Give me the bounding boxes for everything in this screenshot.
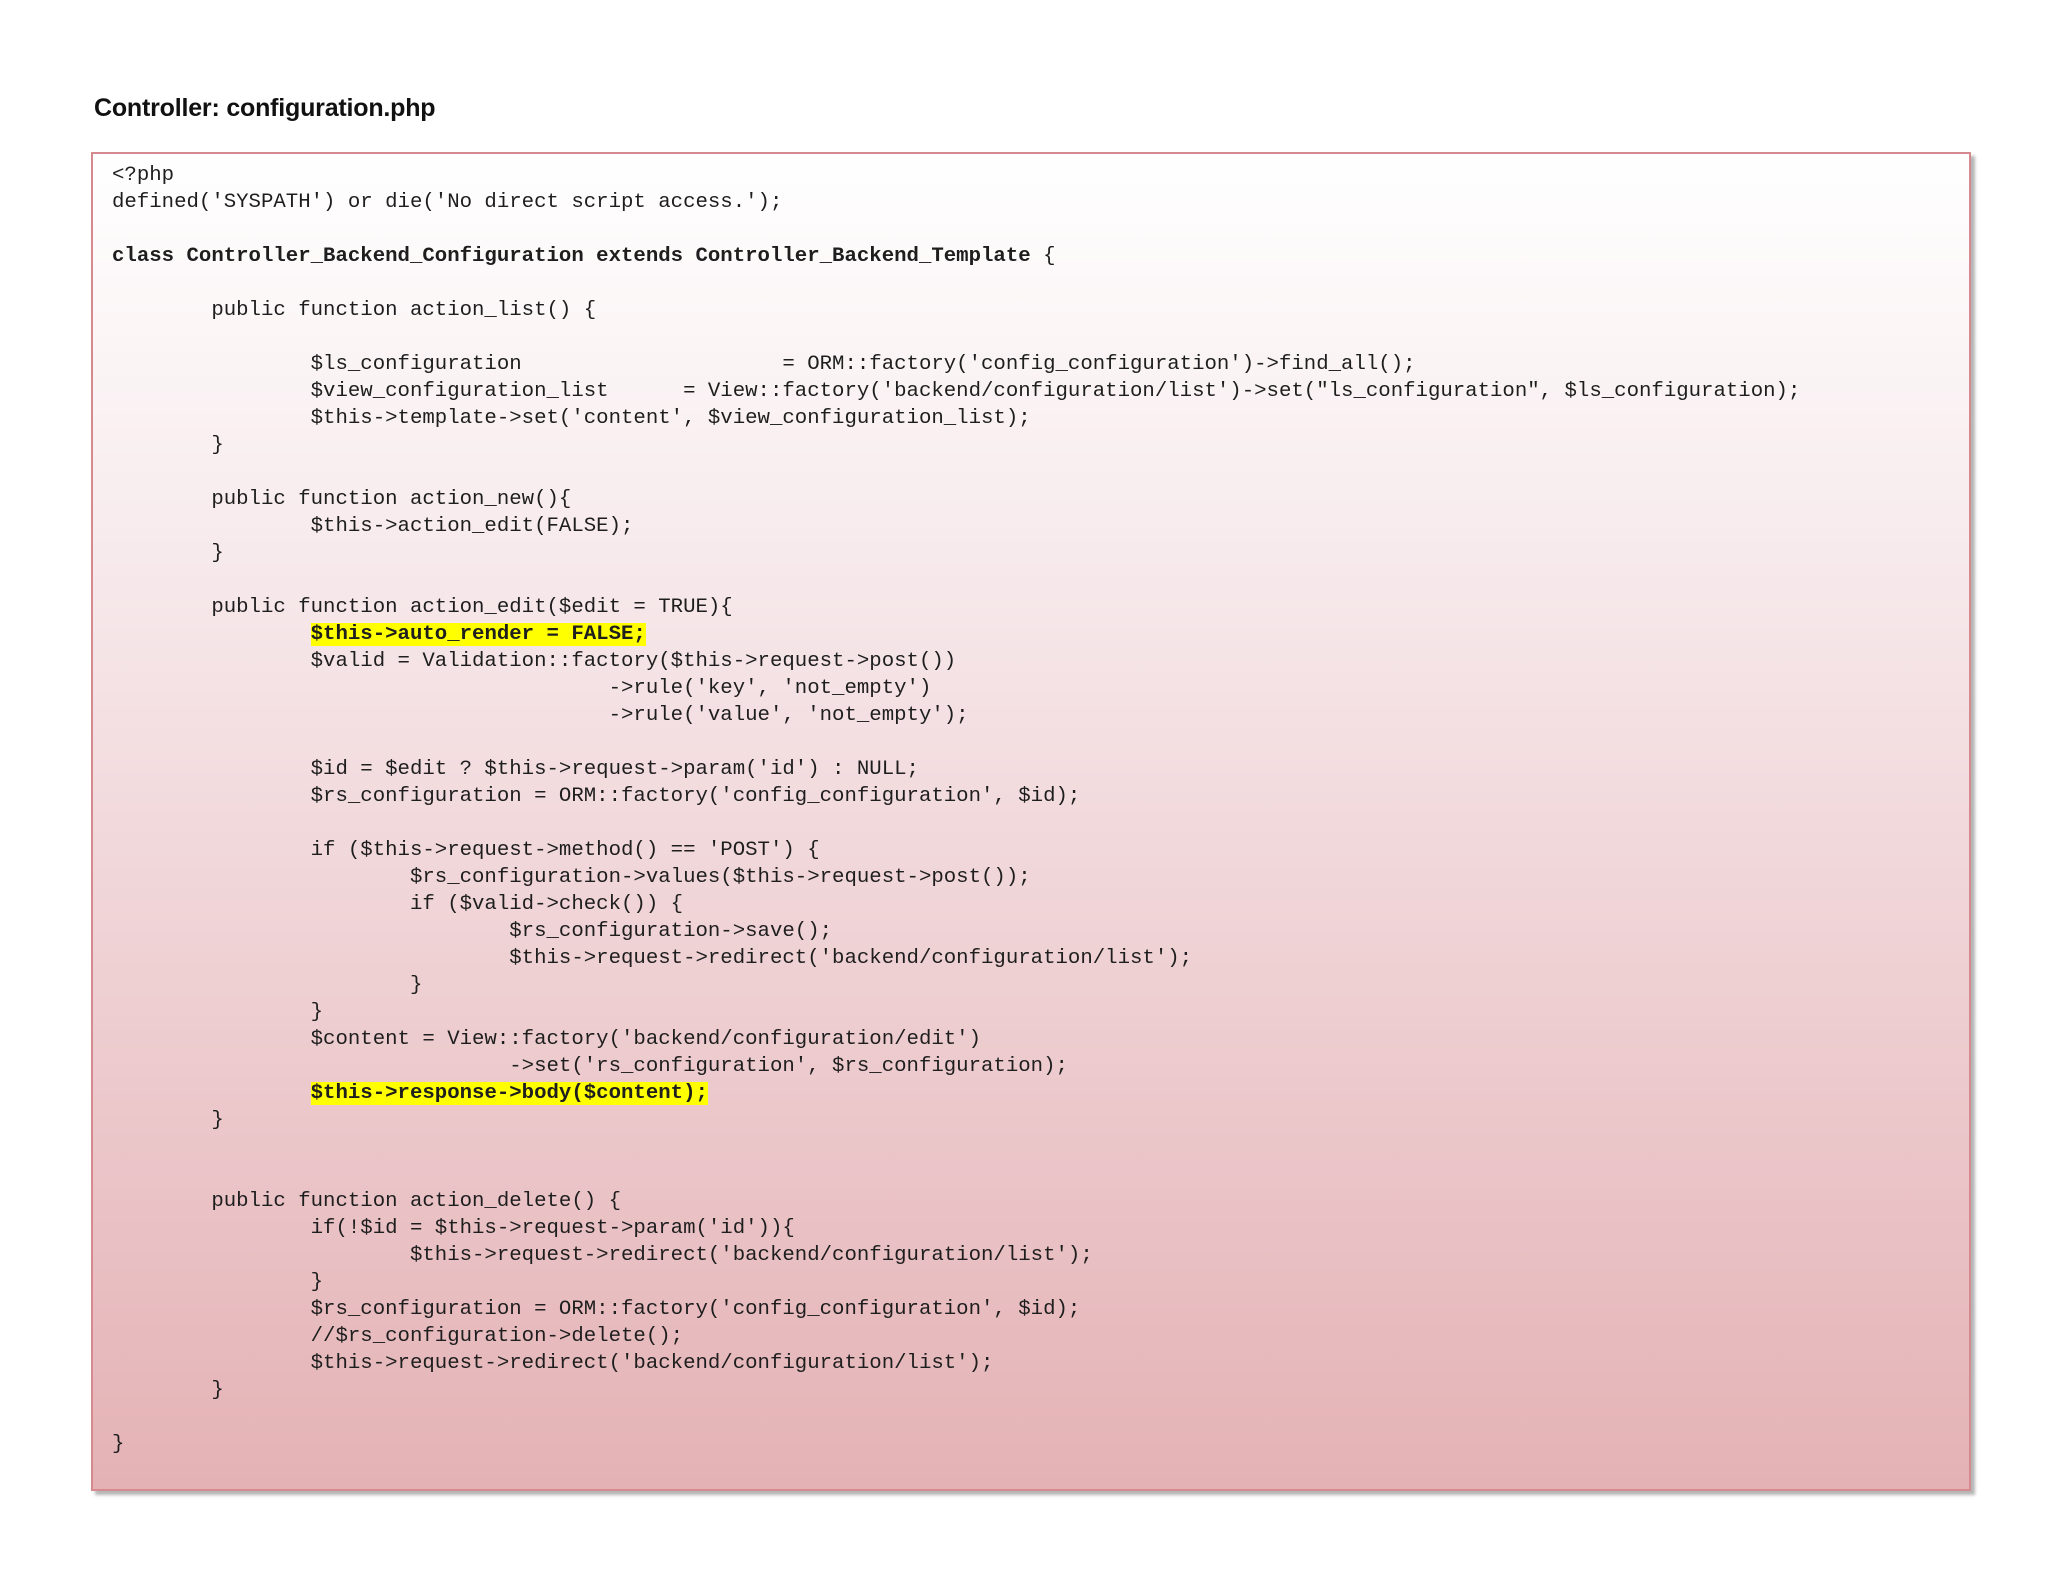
code-line: if ($valid->check()) { — [112, 893, 684, 916]
code-line — [112, 567, 1800, 594]
code-line: public function action_new(){ — [112, 488, 572, 511]
code-line: $valid = Validation::factory($this->request->post()) — [112, 650, 957, 673]
code-line: } — [112, 542, 224, 565]
code-line — [112, 1134, 1800, 1161]
code-line — [112, 1161, 1800, 1188]
class-declaration: class Controller_Backend_Configuration extends Controller_Backend_Template — [112, 245, 1031, 268]
code-line: ->rule('value', 'not_empty'); — [112, 704, 969, 727]
code-line: $this->request->redirect('backend/configuration/list'); — [112, 947, 1193, 970]
code-line — [112, 459, 1800, 486]
code-line: $rs_configuration->save(); — [112, 920, 833, 943]
code-line — [112, 810, 1800, 837]
code-brace: { — [1030, 245, 1056, 268]
code-line: if ($this->request->method() == 'POST') { — [112, 839, 820, 862]
code-line: $id = $edit ? $this->request->param('id') : NULL; — [112, 758, 919, 781]
code-line: if(!$id = $this->request->param('id')){ — [112, 1217, 795, 1240]
code-line: public function action_edit($edit = TRUE){ — [112, 596, 733, 619]
code-line — [112, 243, 1800, 270]
document-title: Controller: configuration.php — [94, 94, 436, 122]
highlighted-code: $this->response->body($content); — [310, 1082, 708, 1105]
code-line: } — [112, 1109, 224, 1132]
code-line: //$rs_configuration->delete(); — [112, 1325, 684, 1348]
code-line: } — [112, 1271, 324, 1294]
code-line: } — [112, 974, 423, 997]
code-line — [112, 1404, 1800, 1431]
code-line: $rs_configuration = ORM::factory('config_configuration', $id); — [112, 1298, 1081, 1321]
code-line: } — [112, 1001, 324, 1024]
code-line: public function action_delete() { — [112, 1190, 621, 1213]
code-indent — [112, 623, 311, 646]
code-listing — [112, 162, 1800, 1458]
code-line — [112, 324, 1800, 351]
code-line: public function action_list() { — [112, 299, 597, 322]
code-line: $ls_configuration = ORM::factory('config_configuration')->find_all(); — [112, 353, 1416, 376]
code-line: } — [112, 434, 224, 457]
code-line: <?php — [112, 164, 175, 187]
code-line — [112, 216, 1800, 243]
code-line: } — [112, 1433, 125, 1456]
code-line: $this->action_edit(FALSE); — [112, 515, 634, 538]
code-line: $this->request->redirect('backend/configuration/list'); — [112, 1352, 994, 1375]
highlighted-code: $this->auto_render = FALSE; — [310, 623, 646, 646]
code-line — [112, 1080, 1800, 1107]
code-line: } — [112, 1379, 224, 1402]
code-line: $view_configuration_list = View::factory('backend/configuration/list')->set("ls_configuration", $ls_configuration); — [112, 380, 1801, 403]
code-line: ->set('rs_configuration', $rs_configuration); — [112, 1055, 1068, 1078]
code-line: ->rule('key', 'not_empty') — [112, 677, 932, 700]
code-block — [91, 152, 1971, 1491]
code-line: defined('SYSPATH') or die('No direct script access.'); — [112, 191, 783, 214]
code-line: $rs_configuration = ORM::factory('config_configuration', $id); — [112, 785, 1081, 808]
code-line — [112, 270, 1800, 297]
code-line: $this->template->set('content', $view_configuration_list); — [112, 407, 1031, 430]
code-line: $rs_configuration->values($this->request->post()); — [112, 866, 1031, 889]
code-line: $this->request->redirect('backend/configuration/list'); — [112, 1244, 1093, 1267]
code-line — [112, 621, 1800, 648]
code-line: $content = View::factory('backend/configuration/edit') — [112, 1028, 982, 1051]
code-indent — [112, 1082, 311, 1105]
code-line — [112, 729, 1800, 756]
